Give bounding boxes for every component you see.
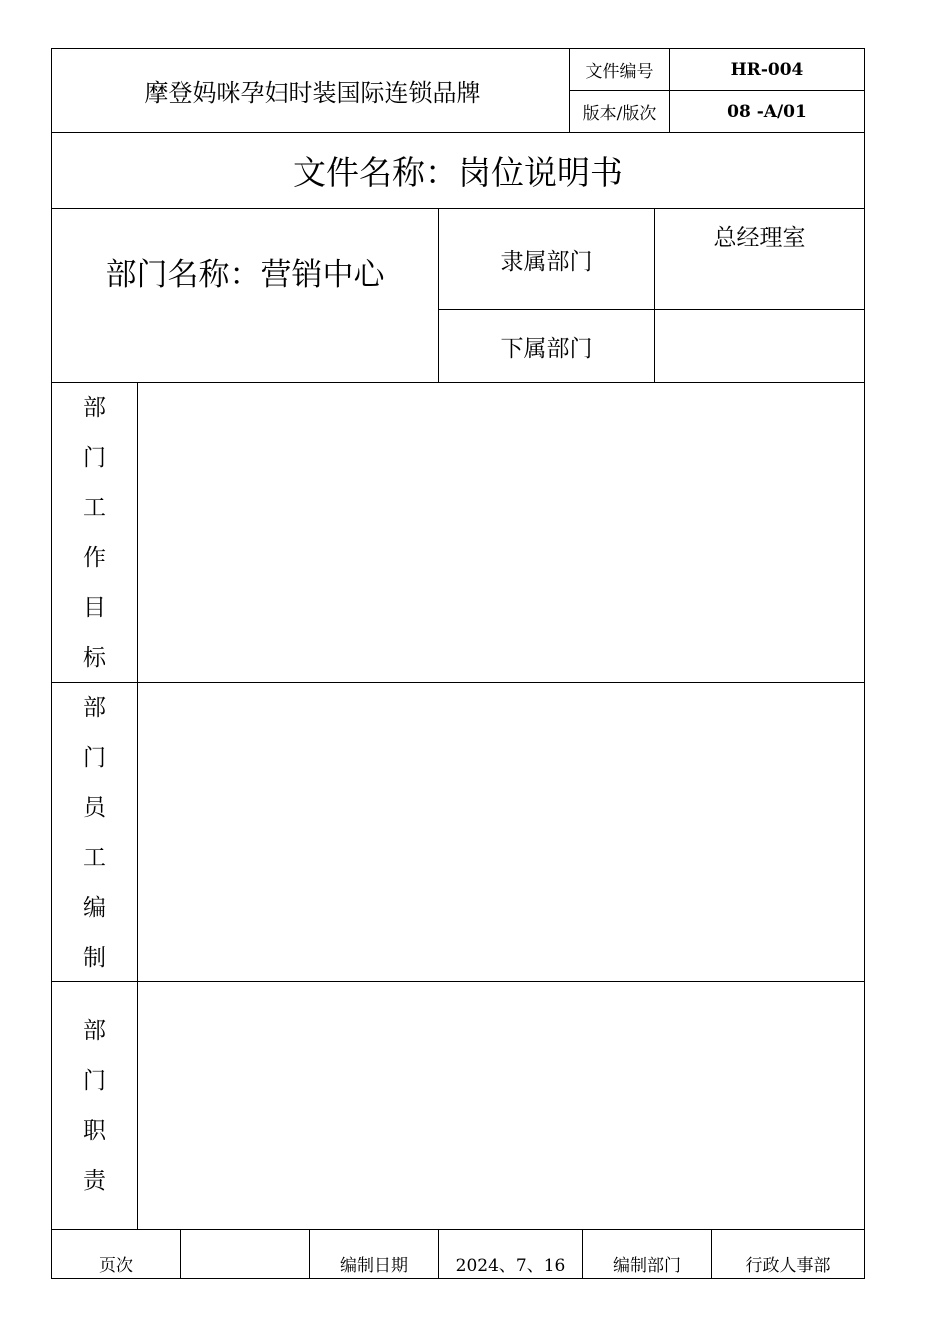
compile-dept-label: 编制部门	[613, 1255, 681, 1276]
compile-dept-value: 行政人事部	[745, 1255, 831, 1276]
page-value[interactable]	[181, 1230, 309, 1278]
version-label: 版本/版次	[582, 104, 657, 124]
section-label-responsibilities	[52, 982, 137, 1229]
label-char: 责	[83, 1168, 106, 1194]
section-label-work-goals	[52, 383, 137, 682]
sub-department-value	[655, 310, 864, 382]
compile-date-label: 编制日期	[340, 1255, 408, 1276]
label-char: 员	[83, 795, 106, 821]
doc-number-label: 文件编号	[585, 62, 654, 82]
label-char: 编	[83, 895, 106, 921]
version-value: 08 -A/01	[727, 101, 807, 122]
label-char: 部	[83, 395, 106, 421]
label-char: 职	[83, 1118, 106, 1144]
border-right	[864, 48, 865, 1279]
border-bottom	[51, 1278, 865, 1279]
section-label-staffing	[52, 683, 137, 981]
label-char: 门	[83, 445, 106, 471]
label-char: 部	[83, 695, 106, 721]
staffing-content[interactable]	[138, 683, 864, 981]
label-char: 门	[83, 1068, 106, 1094]
label-char: 工	[83, 495, 106, 521]
work-goals-content[interactable]	[138, 383, 864, 682]
brand-name: 摩登妈咪孕妇时装国际连锁品牌	[144, 79, 481, 107]
label-char: 制	[83, 945, 106, 971]
label-char: 标	[83, 645, 106, 671]
compile-date-value: 2024、7、16	[455, 1255, 566, 1276]
responsibilities-content[interactable]	[138, 982, 864, 1229]
document-title: 文件名称：岗位说明书	[293, 153, 623, 192]
label-char: 门	[83, 745, 106, 771]
label-char: 目	[83, 595, 106, 621]
sub-department-label: 下属部门	[500, 335, 593, 362]
label-char: 工	[83, 845, 106, 871]
doc-number-value: HR-004	[730, 59, 804, 80]
department-name: 部门名称：营销中心	[105, 256, 385, 293]
label-char: 部	[83, 1018, 106, 1044]
label-char: 作	[83, 545, 106, 571]
parent-department-value: 总经理室	[713, 224, 806, 251]
parent-department-label: 隶属部门	[500, 248, 593, 275]
page-label: 页次	[99, 1255, 133, 1276]
